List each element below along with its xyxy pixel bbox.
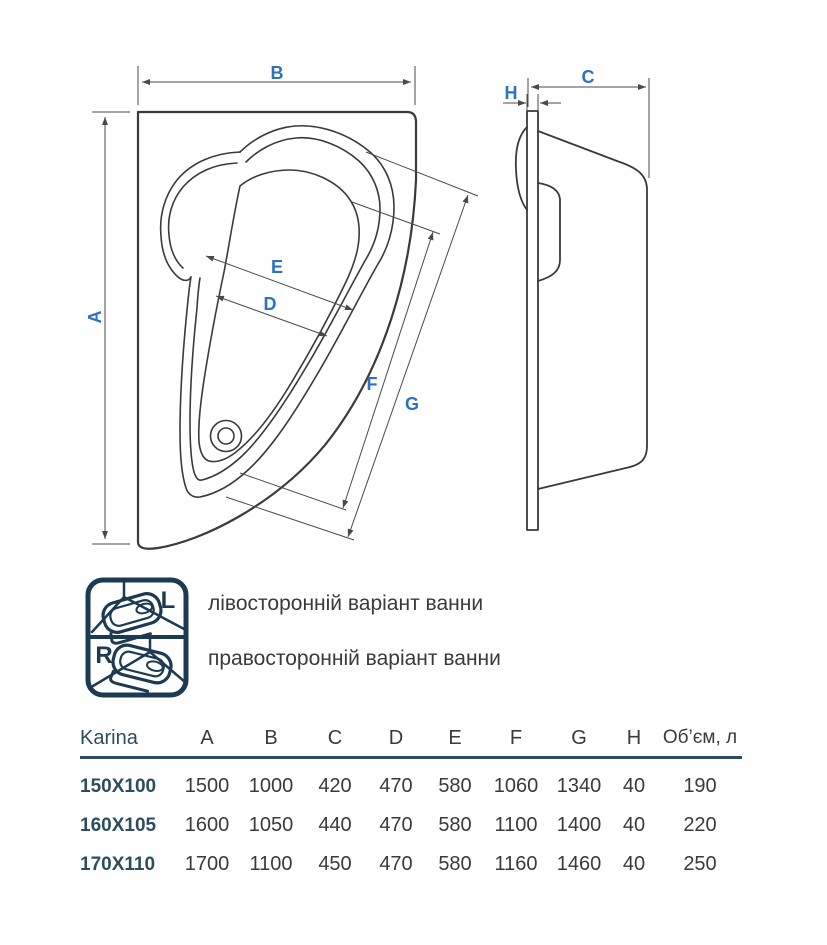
spec-table-header xyxy=(80,720,742,756)
table-cell: 1160 xyxy=(494,853,538,875)
table-cell: 220 xyxy=(683,814,717,836)
spec-table xyxy=(80,720,742,884)
table-cell: 1400 xyxy=(556,814,602,836)
dim-f-ext-top xyxy=(352,202,440,234)
plan-headrest-outer xyxy=(161,152,240,280)
side-view xyxy=(516,111,647,530)
table-cell: 1600 xyxy=(184,814,230,836)
table-cell: 40 xyxy=(622,814,646,836)
table-cell: 1700 xyxy=(184,853,230,875)
table-cell: 420 xyxy=(318,775,352,797)
column-header-c: C xyxy=(327,726,343,749)
column-header-e: E xyxy=(448,726,462,749)
column-header-g: G xyxy=(571,726,587,749)
column-header-volume: Об’єм, л xyxy=(662,727,738,748)
drain-inner-circle xyxy=(218,428,234,444)
column-header-h: H xyxy=(626,726,642,749)
dim-label-c: C xyxy=(581,67,595,87)
table-cell: 190 xyxy=(683,775,717,797)
dim-f-line xyxy=(343,232,433,508)
row-size-label: 150X100 xyxy=(80,775,157,797)
dim-g-ext-top xyxy=(366,152,478,196)
table-cell: 1340 xyxy=(556,775,602,797)
table-cell: 580 xyxy=(438,853,472,875)
side-rim-bulge xyxy=(516,127,527,210)
dim-label-h: H xyxy=(504,83,518,103)
side-tub-body xyxy=(538,131,647,489)
column-header-d: D xyxy=(388,726,404,749)
table-cell: 40 xyxy=(622,853,646,875)
table-cell: 1050 xyxy=(248,814,294,836)
row-size-label: 170X110 xyxy=(80,853,156,875)
column-header-b: B xyxy=(264,726,278,749)
dim-label-f: F xyxy=(366,374,378,394)
table-cell: 1500 xyxy=(184,775,230,797)
left-variant-letter: L xyxy=(160,587,176,614)
legend-left-text: лівосторонній варіант ванни xyxy=(208,592,484,615)
column-header-f: F xyxy=(509,726,523,749)
table-cell: 470 xyxy=(379,853,413,875)
legend-right-text: правосторонній варіант ванни xyxy=(208,647,501,670)
table-cell: 440 xyxy=(318,814,352,836)
drain-outer-circle xyxy=(211,421,242,452)
table-cell: 40 xyxy=(622,775,646,797)
table-cell: 1460 xyxy=(556,853,602,875)
table-cell: 1100 xyxy=(249,853,293,875)
plan-view xyxy=(138,112,416,549)
side-seat-detail xyxy=(538,183,560,281)
table-cell: 450 xyxy=(318,853,352,875)
table-row xyxy=(80,767,742,806)
table-cell: 1000 xyxy=(248,775,294,797)
row-size-label: 160X105 xyxy=(80,814,157,836)
dim-label-d: D xyxy=(263,294,277,314)
dim-label-g: G xyxy=(404,394,420,414)
column-header-a: A xyxy=(200,726,214,749)
table-cell: 580 xyxy=(438,775,472,797)
plan-dimensions xyxy=(92,66,478,544)
table-cell: 250 xyxy=(683,853,717,875)
dim-label-b: B xyxy=(270,63,284,83)
dim-label-e: E xyxy=(270,257,284,277)
right-variant-letter: R xyxy=(95,642,113,669)
side-wall-panel xyxy=(527,111,538,530)
table-cell: 1100 xyxy=(494,814,538,836)
mini-bathtub-right xyxy=(108,642,174,695)
dim-g-ext-bottom xyxy=(226,497,354,540)
table-title: Karina xyxy=(80,726,138,749)
table-cell: 470 xyxy=(379,814,413,836)
spec-table-body xyxy=(80,759,742,884)
table-row xyxy=(80,806,742,845)
table-cell: 470 xyxy=(379,775,413,797)
table-cell: 1060 xyxy=(493,775,539,797)
table-row xyxy=(80,845,742,884)
dim-label-a: A xyxy=(85,310,105,324)
table-cell: 580 xyxy=(438,814,472,836)
